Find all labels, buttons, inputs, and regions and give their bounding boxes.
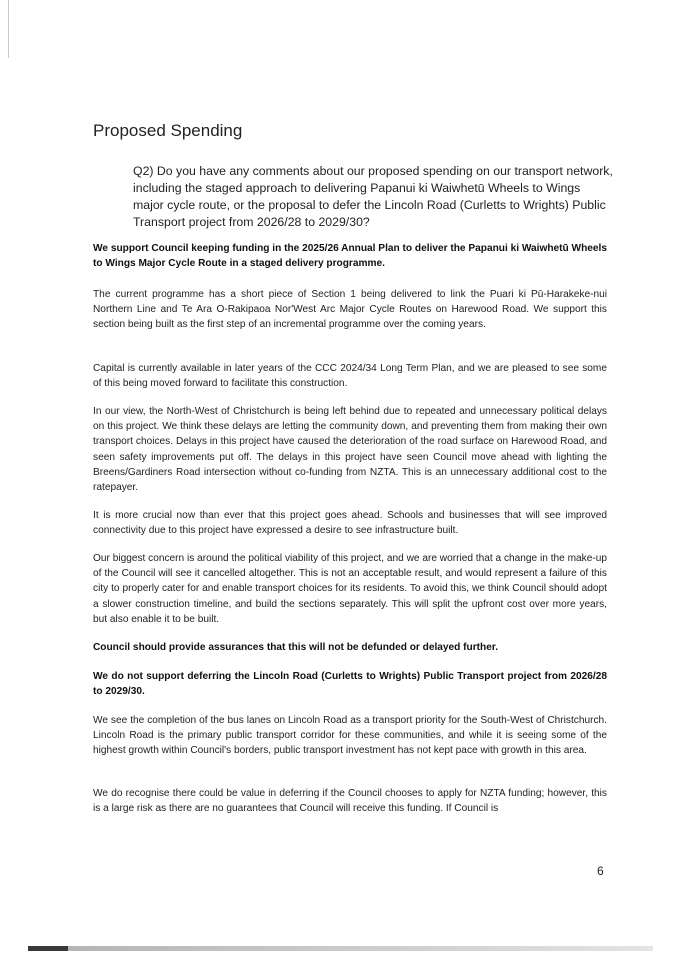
paragraph-bus-lanes-priority: We see the completion of the bus lanes on Lincoln Road as a transport priority for the South-West of Christchurch. Lincoln Road is the primary public transport corridor for these communities, and while it is seeing some of the highest growth within Council's borders, public transport investment has not kept pace with growth in this area. [93,715,607,757]
paragraph-current-programme: The current programme has a short piece of Section 1 being delivered to link the Puari ki Pū-Harakeke-nui Northern Line and Te Ara O-Rakipaoa Nor'West Arc Major Cycle Routes on Harewood Road. We support this section being built as the first step of an incremental programme over the coming years. [93,289,607,331]
paragraph-north-west-delays: In our view, the North-West of Christchurch is being left behind due to repeated and unnecessary political delays on this project. We think these delays are letting the community down, and preventing them from making their own transport choices. Delays in this project have caused the deterioration of the road surface on Harewood Road, and seen safety improvements put off. The delays in this project have seen Council move ahead with lighting the Breens/Gardiners Road intersection without co-funding from NZTA. This is an unnecessary additional cost to the ratepayer. [93,406,607,494]
consultation-question: Q2) Do you have any comments about our proposed spending on our transport network, including the staged approach to delivering Papanui ki Waiwhetū Wheels to Wings major cycle route, or the proposal to defer the Lincoln Road (Curletts to Wrights) Public Transport project from 2026/28 to 2029/30? [133,164,613,229]
paragraph-lincoln-road-deferral: We do not support deferring the Lincoln Road (Curletts to Wrights) Public Transport project from 2026/28 to 2029/30. [93,671,607,698]
paragraph-assurances: Council should provide assurances that this will not be defunded or delayed further. [93,642,499,653]
paragraph-support-cycle-route: We support Council keeping funding in the 2025/26 Annual Plan to deliver the Papanui ki Waiwhetū Wheels to Wings Major Cycle Route in a staged delivery programme. [93,243,607,270]
paragraph-political-viability: Our biggest concern is around the political viability of this project, and we are worried that a change in the make-up of the Council will see it cancelled altogether. This is not an acceptable result, and would represent a failure of this city to properly cater for and enable transport choices for its residents. To avoid this, we think Council should adopt a slower construction timeline, and build the sections separately. This will split the upfront cost over more years, but also enable it to be built. [93,553,607,625]
paragraph-nzta-funding: We do recognise there could be value in deferring if the Council chooses to apply for NZTA funding; however, this is a large risk as there are no guarantees that Council will receive this funding. If Council is [93,788,607,815]
section-heading: Proposed Spending [93,121,243,140]
page-number: 6 [597,864,604,878]
paragraph-capital-available: Capital is currently available in later years of the CCC 2024/34 Long Term Plan, and we are pleased to see some of this being moved forward to facilitate this construction. [93,363,607,390]
paragraph-crucial-now: It is more crucial now than ever that this project goes ahead. Schools and businesses that will see improved connectivity due to this project have expressed a desire to see infrastructure built. [93,510,607,537]
scan-edge-bar [28,946,653,951]
scan-edge-line [8,0,9,58]
